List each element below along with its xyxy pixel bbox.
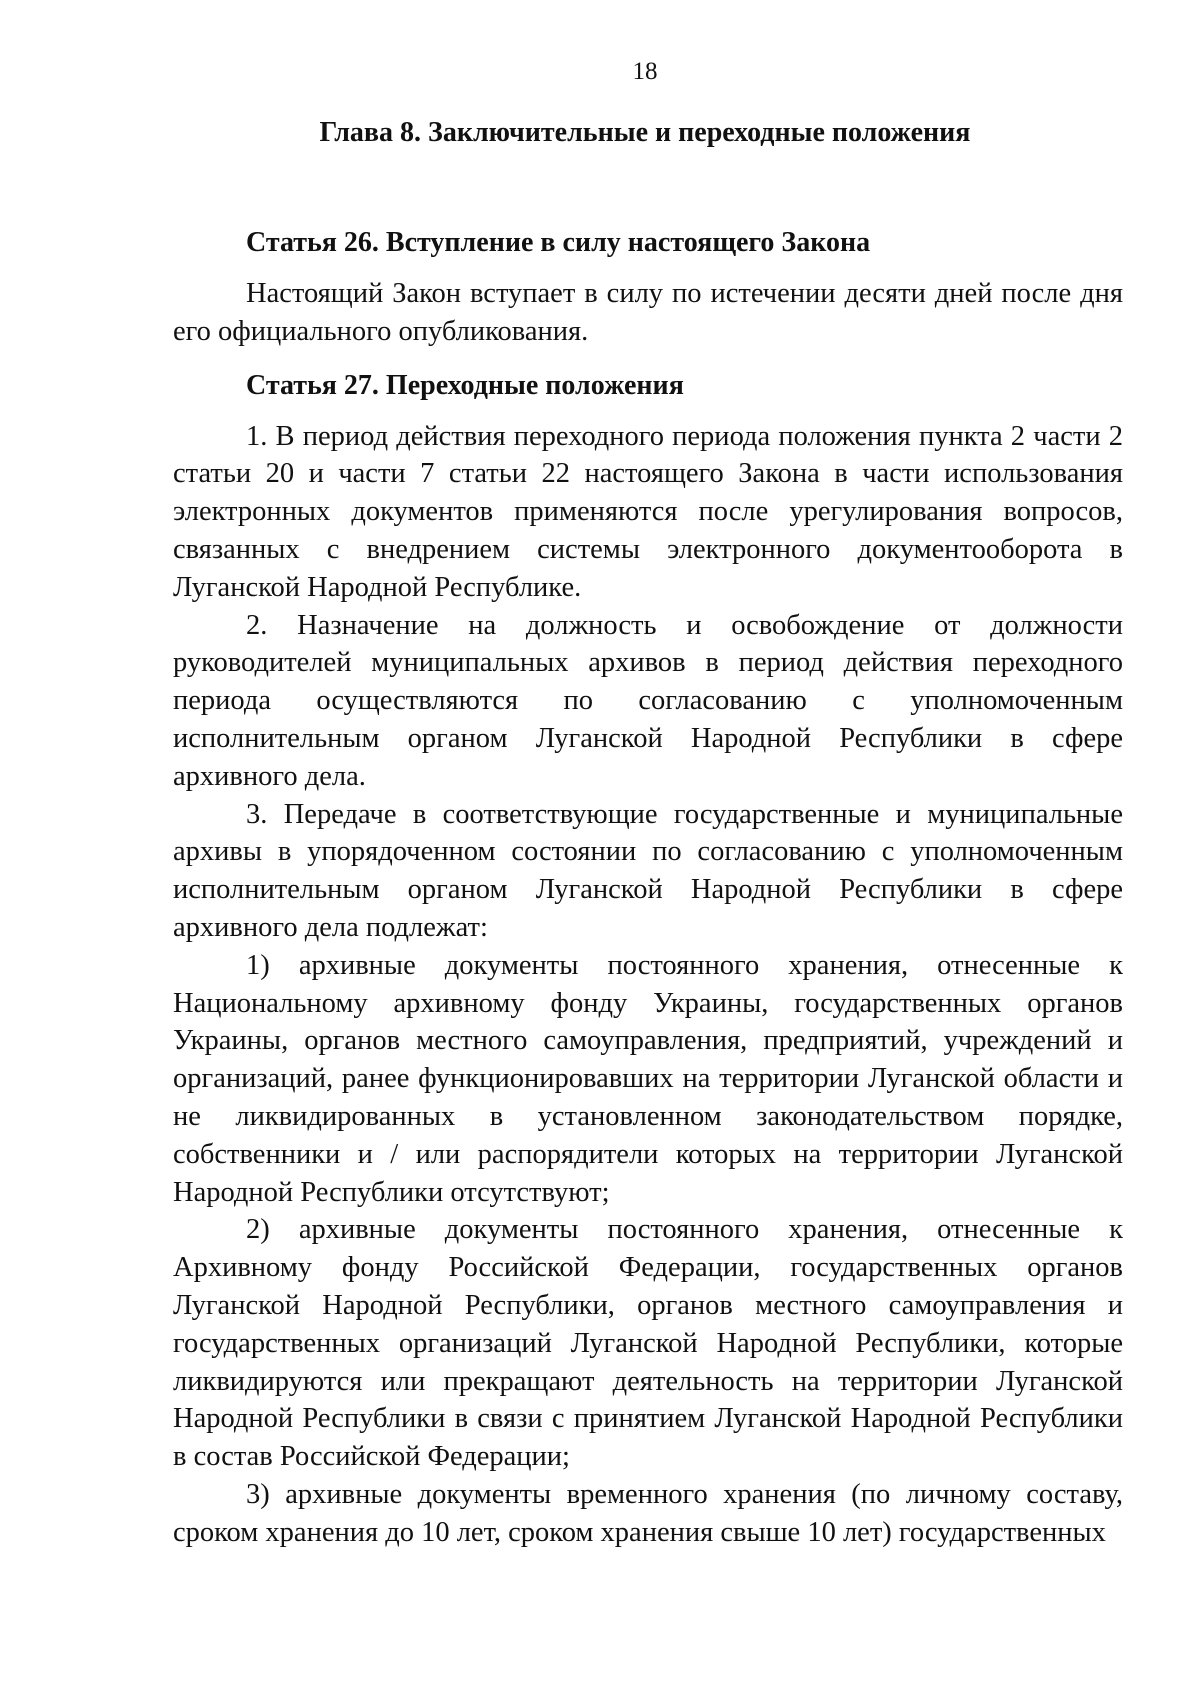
list-item: 2) архивные документы постоянного хранения, отнесенные к Архивному фонду Российской Федерации, государственных органов Луганской Народной Республики, органов местного самоуправления и государственных организаций Луганской Народной Республики, которые ликвидируются или прекращают деятельность на территории Луганской Народной Республики в связи с принятием Луганской Народной Республики в состав Российской Федерации;: [173, 1214, 1123, 1473]
chapter-title: Глава 8. Заключительные и переходные положения: [319, 117, 971, 148]
list-item: 1) архивные документы постоянного хранения, отнесенные к Национальному архивному фонду Украины, государственных органов Украины, органов местного самоуправления, предприятий, учреждений и организаций, ранее функционировавших на территории Луганской области и не ликвидированных в установленном законодательством порядке, собственники и / или распорядители которых на территории Луганской Народной Республики отсутствуют;: [173, 949, 1123, 1208]
article-27: [173, 367, 1123, 1552]
article-title: Статья 27. Переходные положения: [246, 369, 684, 401]
document-body: [173, 224, 1123, 1552]
article-26: [173, 224, 1123, 351]
article-paragraph: 1. В период действия переходного периода положения пункта 2 части 2 статьи 20 и части 7 статьи 22 настоящего Закона в части использования электронных документов применяются после урегулирования вопросов, связанных с внедрением системы электронного документооборота в Луганской Народной Республике.: [173, 420, 1123, 603]
page-number: 18: [632, 58, 658, 85]
list-item: 3) архивные документы временного хранения (по личному составу, сроком хранения до 10 лет, сроком хранения свыше 10 лет) государственных: [173, 1478, 1123, 1548]
article-title: Статья 26. Вступление в силу настоящего Закона: [246, 227, 871, 258]
article-paragraph: 3. Передаче в соответствующие государственные и муниципальные архивы в упорядоченном состоянии по согласованию с уполномоченным исполнительным органом Луганской Народной Республики в сфере архивного дела подлежат:: [173, 798, 1123, 943]
article-paragraph: 2. Назначение на должность и освобождение от должности руководителей муниципальных архивов в период действия переходного периода осуществляются по согласованию с уполномоченным исполнительным органом Луганской Народной Республики в сфере архивного дела.: [173, 609, 1123, 792]
article-paragraph: Настоящий Закон вступает в силу по истечении десяти дней после дня его официального опубликования.: [173, 278, 1123, 347]
